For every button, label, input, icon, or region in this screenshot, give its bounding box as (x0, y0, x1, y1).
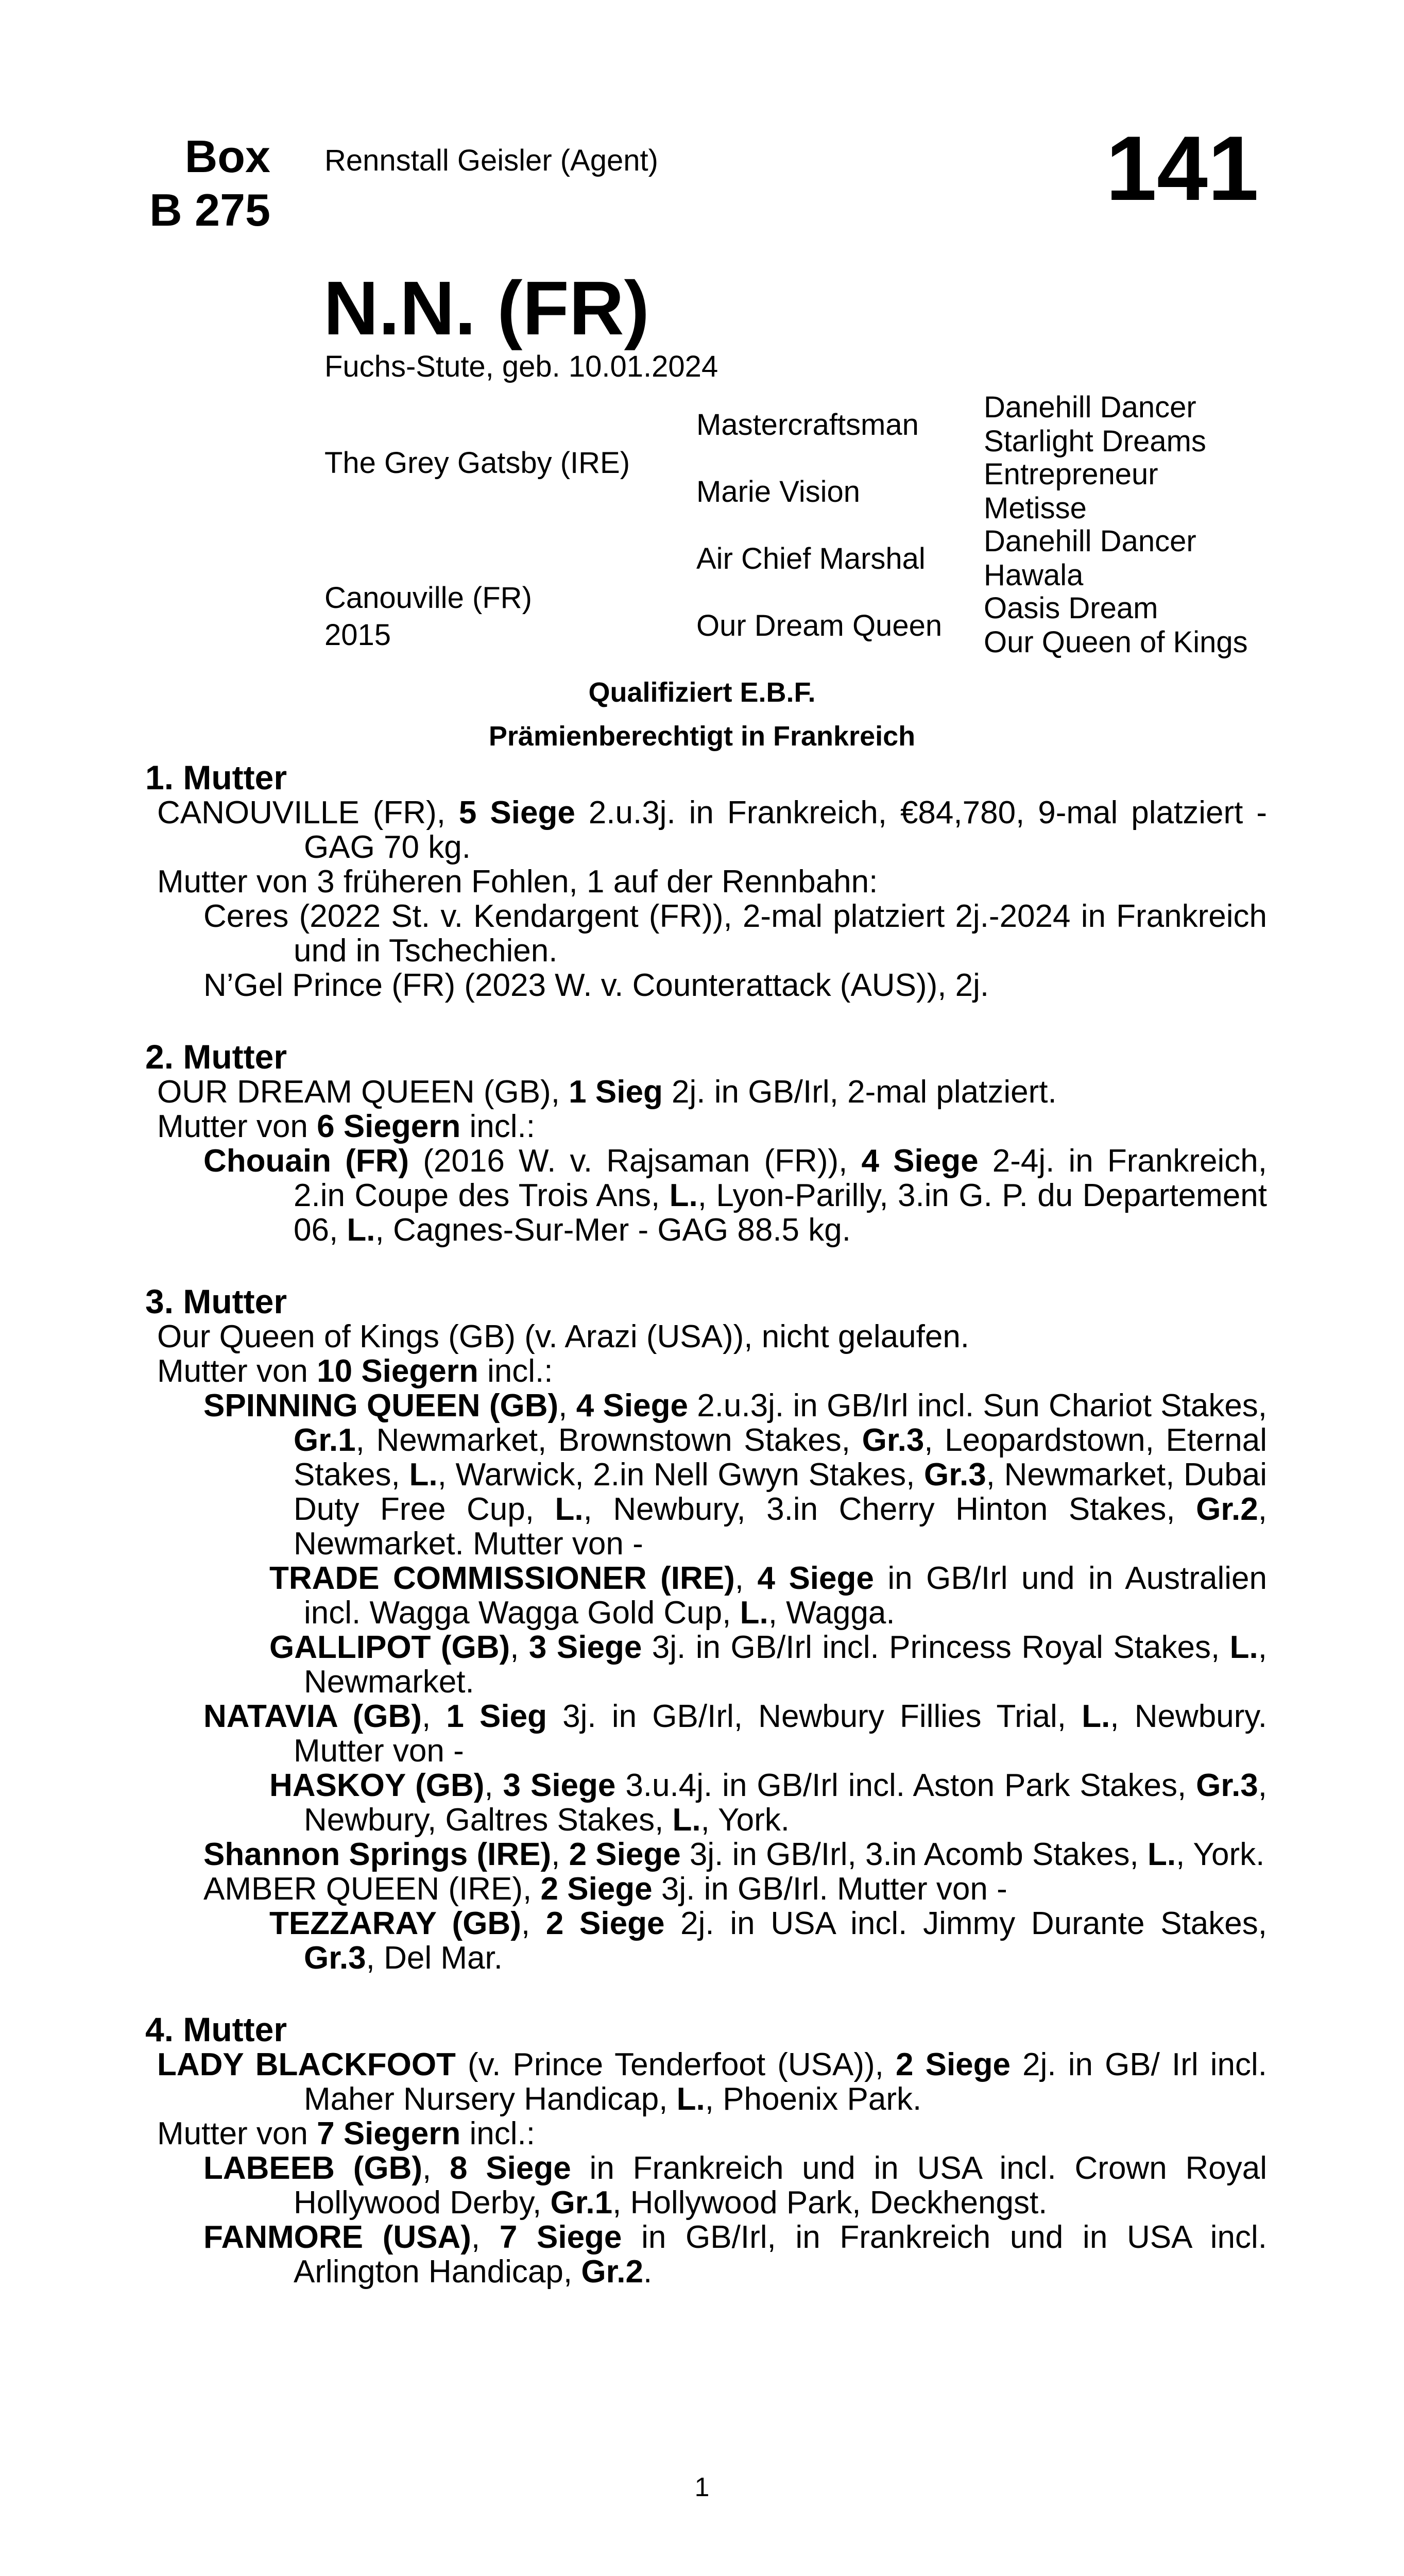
text-run: , (421, 1699, 447, 1734)
text-run: , Newmarket. Mutter von - (294, 1492, 1267, 1562)
section-heading: 4. Mutter (145, 2010, 287, 2048)
section-heading: 1. Mutter (145, 758, 287, 796)
produce-entry (203, 1144, 1267, 1247)
text-run: , Phoenix Park. (705, 2081, 922, 2117)
bold-text: L. (676, 2081, 705, 2117)
pedigree-great-grandparent: Metisse (984, 492, 1087, 525)
horse-name: N.N. (FR) (323, 266, 649, 351)
bold-text: GALLIPOT (GB) (269, 1630, 510, 1665)
bold-text: Gr.3 (1196, 1768, 1258, 1803)
text-run: 3j. in GB/Irl incl. Princess Royal Stakes, (642, 1630, 1230, 1665)
text-run: (v. Prince Tenderfoot (USA)), (455, 2047, 896, 2082)
bold-text: 1 Sieg (569, 1074, 663, 1110)
bold-text: L. (1229, 1630, 1258, 1665)
bold-text: 3 Siege (503, 1768, 616, 1803)
produce-entry (203, 968, 1267, 1003)
text-run: Mutter von (157, 1353, 317, 1389)
text-run: , Newmarket, Brownstown Stakes, (355, 1422, 862, 1458)
text-run: , York. (1176, 1837, 1265, 1872)
page-number: 1 (694, 2472, 710, 2502)
grand-produce-entry (269, 1768, 1267, 1837)
bold-text: 2 Siege (540, 1871, 653, 1907)
text-run: , (471, 2219, 500, 2255)
produce-intro (157, 865, 1267, 899)
section-heading: 3. Mutter (145, 1282, 287, 1320)
text-run: , York. (700, 1802, 790, 1838)
lot-number: 141 (1106, 117, 1259, 219)
text-run: CANOUVILLE (FR), (157, 795, 459, 831)
produce-intro (157, 2116, 1267, 2151)
bold-text: 4 Siege (576, 1388, 688, 1423)
bold-text: L. (672, 1802, 701, 1838)
pedigree-dam-year: 2015 (324, 618, 391, 652)
section-heading: 2. Mutter (145, 1038, 287, 1076)
grand-produce-entry (269, 1561, 1267, 1630)
bold-text: Shannon Springs (IRE) (203, 1837, 552, 1872)
produce-entry (203, 1699, 1267, 1768)
text-run: in GB/Irl, in Frankreich und in USA incl. Arlington Handicap, (294, 2219, 1268, 2290)
produce-intro (157, 1109, 1267, 1144)
bold-text: FANMORE (USA) (203, 2219, 471, 2255)
text-run: , Newbury, Galtres Stakes, (304, 1768, 1268, 1838)
bold-text: 10 Siegern (317, 1353, 478, 1389)
bold-text: L. (409, 1457, 438, 1493)
bold-text: 2 Siege (896, 2047, 1011, 2082)
bold-text: L. (347, 1212, 375, 1248)
pedigree-great-grandparent: Our Queen of Kings (984, 625, 1248, 659)
bold-text: Gr.3 (924, 1457, 986, 1493)
bold-text: LABEEB (GB) (203, 2150, 423, 2186)
produce-entry (203, 899, 1267, 968)
qualification-ebf: Qualifiziert E.B.F. (588, 677, 816, 708)
text-run: , Newbury, 3.in Cherry Hinton Stakes, (583, 1492, 1196, 1527)
text-run: Mutter von (157, 2116, 317, 2151)
bold-text: 7 Siege (499, 2219, 622, 2255)
produce-entry (203, 2151, 1267, 2220)
produce-entry (203, 1872, 1267, 1906)
dam-line (157, 795, 1267, 865)
text-run: , Lyon-Parilly, 3.in G. P. du Departement 06, (294, 1178, 1268, 1248)
text-run: , (551, 1837, 569, 1872)
produce-entry (203, 1837, 1267, 1872)
text-run: Our Queen of Kings (GB) (v. Arazi (USA)), nicht gelaufen. (157, 1319, 970, 1354)
bold-text: Gr.2 (1196, 1492, 1258, 1527)
bold-text: 6 Siegern (317, 1109, 461, 1144)
dam-line (157, 1319, 1267, 1354)
text-run: , Warwick, 2.in Nell Gwyn Stakes, (437, 1457, 924, 1493)
grand-produce-entry (269, 1630, 1267, 1699)
text-run: 2j. in GB/Irl, 2-mal platziert. (662, 1074, 1057, 1110)
bold-text: 5 Siege (458, 795, 575, 831)
box-label-line2: B 275 (149, 184, 270, 235)
text-run: , Cagnes-Sur-Mer - GAG 88.5 kg. (375, 1212, 851, 1248)
bold-text: HASKOY (GB) (269, 1768, 485, 1803)
bold-text: L. (1147, 1837, 1176, 1872)
text-run: , (558, 1388, 576, 1423)
horse-description: Fuchs-Stute, geb. 10.01.2024 (324, 350, 718, 383)
bold-text: 7 Siegern (317, 2116, 461, 2151)
text-run: N’Gel Prince (FR) (2023 W. v. Counterattack (AUS)), 2j. (203, 968, 989, 1003)
grand-produce-entry (269, 1906, 1267, 1975)
text-run: Ceres (2022 St. v. Kendargent (FR)), 2-mal platziert 2j.-2024 in Frankreich und in Tschechien. (203, 899, 1267, 969)
text-run: 3.u.4j. in GB/Irl incl. Aston Park Stakes, (615, 1768, 1196, 1803)
text-run: , Hollywood Park, Deckhengst. (612, 2185, 1048, 2221)
text-run: Mutter von (157, 1109, 317, 1144)
text-run: , (510, 1630, 529, 1665)
pedigree-dam: Canouville (FR) (324, 581, 532, 615)
pedigree-great-grandparent: Hawala (984, 558, 1084, 592)
produce-entry (203, 1388, 1267, 1561)
bold-text: L. (1082, 1699, 1110, 1734)
text-run: , (734, 1561, 758, 1596)
text-run: 2.u.3j. in GB/Irl incl. Sun Chariot Stakes, (688, 1388, 1268, 1423)
dam-line (157, 1075, 1267, 1109)
text-run: incl.: (460, 1109, 535, 1144)
text-run: incl.: (478, 1353, 553, 1389)
bold-text: TEZZARAY (GB) (269, 1906, 521, 1941)
bold-text: Gr.1 (550, 2185, 613, 2221)
bold-text: Chouain (FR) (203, 1143, 409, 1179)
bold-text: 4 Siege (757, 1561, 874, 1596)
text-run: 2j. in USA incl. Jimmy Durante Stakes, (664, 1906, 1267, 1941)
pedigree-great-grandparent: Entrepreneur (984, 457, 1158, 491)
text-run: in GB/Irl und in Australien incl. Wagga Wagga Gold Cup, (304, 1561, 1267, 1631)
bold-text: Gr.2 (581, 2254, 643, 2290)
pedigree-grandparent: Marie Vision (696, 475, 861, 509)
dam-line (157, 2047, 1267, 2116)
text-run: . (643, 2254, 653, 2290)
dam-family-content (144, 759, 1267, 2289)
section-gap (144, 1975, 1267, 2011)
qualification-france: Prämienberechtigt in Frankreich (488, 721, 916, 752)
text-run: , (521, 1906, 546, 1941)
text-run: , Newbury. Mutter von - (294, 1699, 1268, 1769)
bold-text: 4 Siege (861, 1143, 979, 1179)
text-run: OUR DREAM QUEEN (GB), (157, 1074, 569, 1110)
text-run: 3j. in GB/Irl, 3.in Acomb Stakes, (680, 1837, 1148, 1872)
bold-text: 2 Siege (569, 1837, 681, 1872)
text-run: , Newmarket. (304, 1630, 1268, 1700)
consignor: Rennstall Geisler (Agent) (324, 144, 658, 177)
text-run: , (484, 1768, 503, 1803)
text-run: , (422, 2150, 450, 2186)
text-run: (2016 W. v. Rajsaman (FR)), (409, 1143, 862, 1179)
pedigree-grandparent: Mastercraftsman (696, 408, 919, 442)
text-run: 3j. in GB/Irl, Newbury Fillies Trial, (546, 1699, 1082, 1734)
section-gap (144, 1247, 1267, 1283)
bold-text: SPINNING QUEEN (GB) (203, 1388, 559, 1423)
text-run: 2-4j. in Frankreich, 2.in Coupe des Trois Ans, (294, 1143, 1267, 1213)
pedigree-great-grandparent: Danehill Dancer (984, 391, 1196, 424)
pedigree-great-grandparent: Danehill Dancer (984, 524, 1196, 558)
text-run: , Leopardstown, Eternal Stakes, (294, 1422, 1267, 1493)
bold-text: Gr.3 (304, 1940, 366, 1976)
bold-text: Gr.3 (862, 1422, 924, 1458)
bold-text: L. (555, 1492, 584, 1527)
bold-text: 1 Sieg (446, 1699, 547, 1734)
bold-text: NATAVIA (GB) (203, 1699, 422, 1734)
produce-entry (203, 2220, 1267, 2289)
text-run: incl.: (460, 2116, 535, 2151)
produce-intro (157, 1354, 1267, 1388)
text-run: , Wagga. (768, 1595, 895, 1631)
text-run: 2.u.3j. in Frankreich, €84,780, 9-mal platziert - GAG 70 kg. (304, 795, 1267, 865)
pedigree-grandparent: Air Chief Marshal (696, 542, 926, 575)
pedigree-great-grandparent: Oasis Dream (984, 591, 1158, 625)
bold-text: L. (740, 1595, 768, 1631)
text-run: 2j. in GB/ Irl incl. Maher Nursery Handicap, (304, 2047, 1268, 2117)
text-run: in Frankreich und in USA incl. Crown Royal Hollywood Derby, (294, 2150, 1267, 2221)
bold-text: 2 Siege (545, 1906, 665, 1941)
section-gap (144, 1003, 1267, 1039)
bold-text: L. (669, 1178, 698, 1213)
text-run: , Newmarket, Dubai Duty Free Cup, (294, 1457, 1267, 1527)
box-label-line1: Box (184, 131, 270, 182)
bold-text: TRADE COMMISSIONER (IRE) (269, 1561, 735, 1596)
text-run: , Del Mar. (366, 1940, 503, 1976)
text-run: Mutter von 3 früheren Fohlen, 1 auf der Rennbahn: (157, 864, 878, 900)
bold-text: 3 Siege (528, 1630, 642, 1665)
bold-text: Gr.1 (294, 1422, 356, 1458)
pedigree-sire: The Grey Gatsby (IRE) (324, 446, 630, 480)
text-run: 3j. in GB/Irl. Mutter von - (652, 1871, 1007, 1907)
pedigree-grandparent: Our Dream Queen (696, 609, 943, 642)
text-run: AMBER QUEEN (IRE), (203, 1871, 541, 1907)
pedigree-great-grandparent: Starlight Dreams (984, 425, 1206, 458)
box-number (93, 130, 270, 237)
bold-text: 8 Siege (450, 2150, 571, 2186)
bold-text: LADY BLACKFOOT (157, 2047, 456, 2082)
